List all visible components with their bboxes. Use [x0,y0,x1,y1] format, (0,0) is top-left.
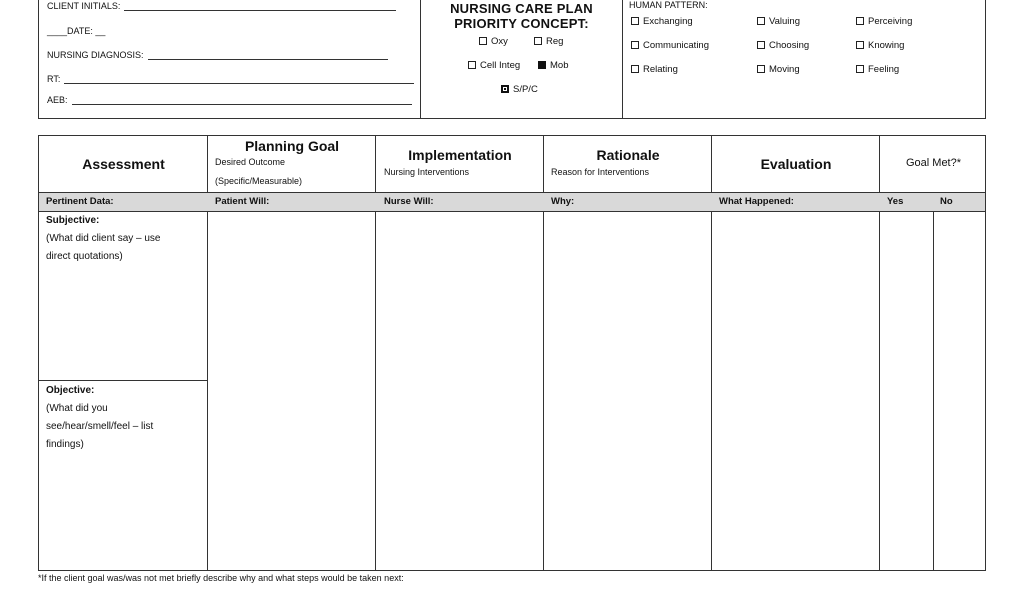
pattern-option-valuing[interactable] [757,16,800,27]
subjective-objective-divider [39,380,208,381]
objective-hint-3: findings) [46,439,84,450]
care-plan-table [38,135,986,571]
pertinent-data-label: Pertinent Data: [46,196,114,207]
priority-option-reg[interactable] [534,36,563,47]
no-label: No [940,196,953,207]
option-label: Mob [550,60,569,71]
objective-cell[interactable] [46,382,206,454]
option-label: S/P/C [513,84,538,95]
checkbox-icon[interactable] [631,65,639,73]
option-label: Communicating [643,40,709,51]
date-field[interactable] [47,26,105,36]
client-info-section [39,0,421,118]
pattern-option-exchanging[interactable] [631,16,693,27]
rt-label: RT: [47,74,61,84]
checkbox-icon[interactable] [856,17,864,25]
option-label: Choosing [769,40,810,51]
rationale-header: Rationale [596,147,660,163]
option-label: Relating [643,64,678,75]
planning-goal-subtitle2: (Specific/Measurable) [215,176,303,186]
date-label: ____DATE: __ [47,26,106,36]
priority-option-spc[interactable] [501,84,538,95]
option-label: Moving [769,64,800,75]
option-label: Valuing [769,16,800,27]
human-pattern-section [623,0,987,118]
pattern-option-communicating[interactable] [631,40,709,51]
priority-concept-section [421,0,623,118]
priority-concept-title: PRIORITY CONCEPT: [454,16,589,31]
priority-option-oxy[interactable] [479,36,508,47]
implementation-subtitle: Nursing Interventions [384,167,470,177]
option-label: Cell Integ [480,60,521,71]
implementation-header: Implementation [408,147,512,163]
pattern-option-feeling[interactable] [856,64,899,75]
nursing-diagnosis-line [148,51,388,60]
option-label: Knowing [868,40,905,51]
checkbox-icon[interactable] [468,61,476,69]
checkbox-icon[interactable] [631,17,639,25]
yes-no-divider [933,193,934,571]
aeb-label: AEB: [47,95,68,105]
nurse-will-label: Nurse Will: [384,196,434,207]
subjective-label: Subjective: [46,215,100,226]
objective-hint-1: (What did you [46,403,108,414]
nursing-diagnosis-field[interactable] [47,50,388,60]
option-label: Exchanging [643,16,693,27]
planning-goal-header: Planning Goal [244,138,340,154]
what-happened-label: What Happened: [719,196,794,207]
yes-label: Yes [887,196,904,207]
checked-checkbox-icon[interactable] [501,85,509,93]
client-initials-field[interactable] [47,1,396,11]
checkbox-icon[interactable] [534,37,542,45]
checked-checkbox-icon[interactable] [538,61,546,69]
priority-option-mob[interactable] [538,60,568,71]
pattern-option-moving[interactable] [757,64,800,75]
client-initials-label: CLIENT INITIALS: [47,1,121,11]
checkbox-icon[interactable] [856,41,864,49]
evaluation-header: Evaluation [760,156,832,172]
checkbox-icon[interactable] [856,65,864,73]
subjective-hint-1: (What did client say – use [46,233,161,244]
patient-will-label: Patient Will: [215,196,270,207]
pattern-option-relating[interactable] [631,64,678,75]
objective-label: Objective: [46,385,95,396]
option-label: Oxy [491,36,508,47]
pattern-option-perceiving[interactable] [856,16,912,27]
pattern-option-knowing[interactable] [856,40,904,51]
client-initials-line [124,2,396,11]
goal-met-header: Goal Met?* [905,157,962,169]
checkbox-icon[interactable] [757,41,765,49]
rt-line [64,75,414,84]
care-plan-header [38,0,986,119]
option-label: Feeling [868,64,900,75]
human-pattern-title: HUMAN PATTERN: [629,0,708,10]
checkbox-icon[interactable] [479,37,487,45]
option-label: Perceiving [868,16,913,27]
why-label: Why: [551,196,575,207]
priority-option-cell-integ[interactable] [468,60,520,71]
rt-field[interactable] [47,74,414,84]
objective-hint-2: see/hear/smell/feel – list [46,421,154,432]
checkbox-icon[interactable] [757,17,765,25]
aeb-field[interactable] [47,95,412,105]
assessment-header: Assessment [82,156,165,172]
aeb-line [72,96,412,105]
subjective-cell[interactable] [46,212,206,266]
rationale-subtitle: Reason for Interventions [551,167,650,177]
checkbox-icon[interactable] [757,65,765,73]
subjective-hint-2: direct quotations) [46,251,123,262]
planning-goal-subtitle: Desired Outcome [215,157,286,167]
goal-footnote: *If the client goal was/was not met briefly describe why and what steps would be taken next: [38,573,404,583]
care-plan-title: NURSING CARE PLAN [450,1,593,16]
pattern-option-choosing[interactable] [757,40,809,51]
option-label: Reg [546,36,564,47]
checkbox-icon[interactable] [631,41,639,49]
pertinent-row-labels [39,193,985,212]
nursing-diagnosis-label: NURSING DIAGNOSIS: [47,50,144,60]
